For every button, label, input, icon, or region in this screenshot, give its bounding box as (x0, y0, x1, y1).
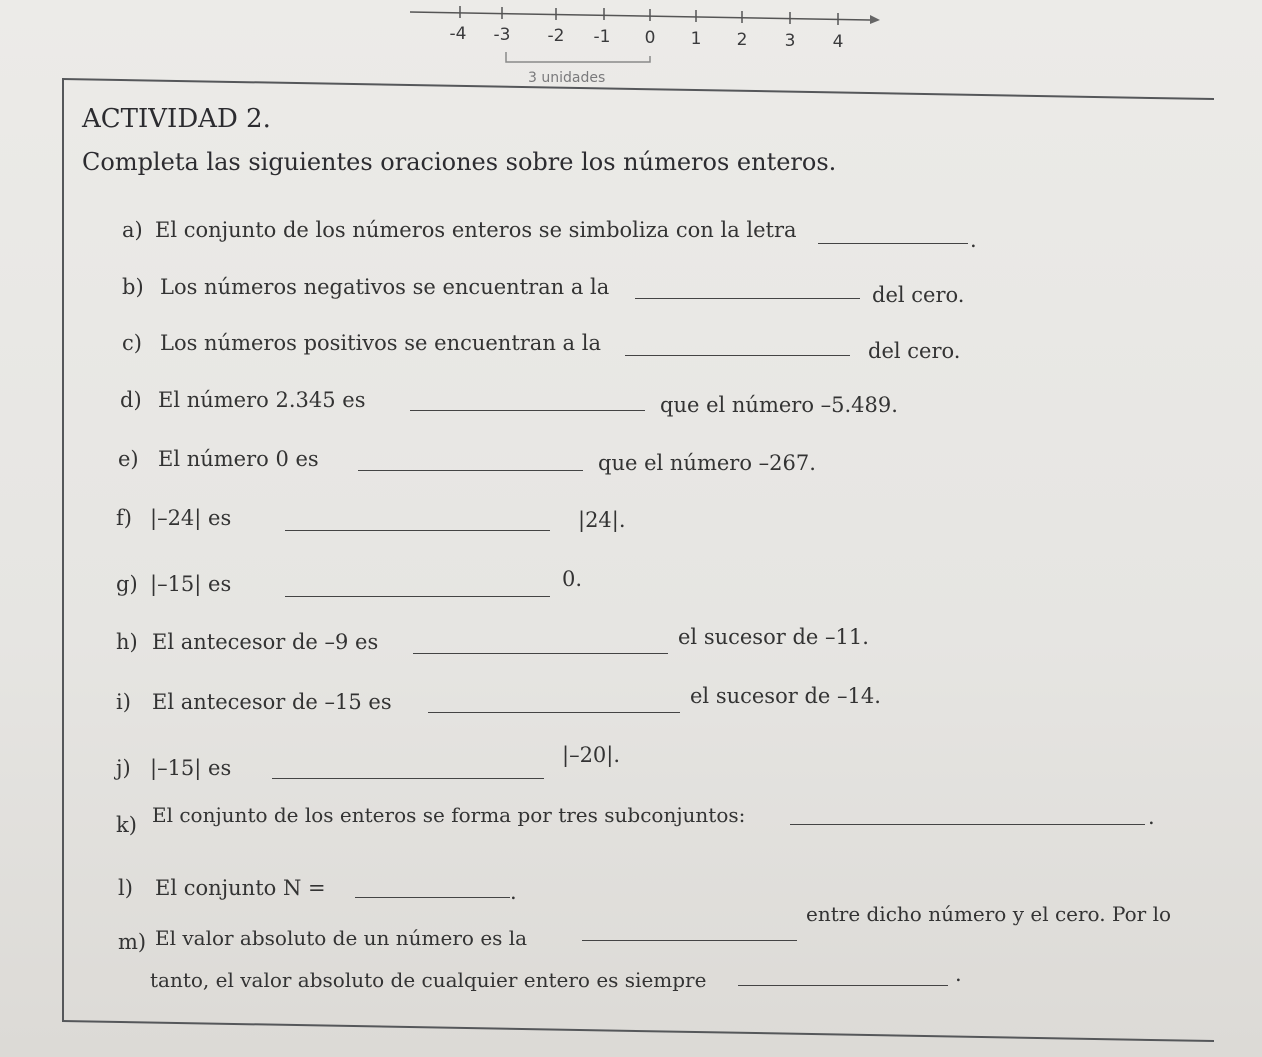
item-c-letter: c) (122, 331, 142, 355)
answer-blank-d[interactable] (410, 410, 645, 411)
number-line-label: 0 (644, 28, 656, 48)
item-g-after: 0. (562, 567, 583, 591)
item-e-letter: e) (118, 447, 139, 471)
item-m-after2: . (955, 962, 962, 986)
number-line-label: -1 (593, 27, 611, 47)
item-m-line2: tanto, el valor absoluto de cualquier entero es siempre (150, 968, 707, 992)
item-h-text: El antecesor de –9 es (152, 630, 379, 654)
item-f-letter: f) (116, 506, 132, 530)
item-k-text: El conjunto de los enteros se forma por tres subconjuntos: (152, 803, 746, 827)
item-h-letter: h) (116, 630, 138, 654)
item-g-letter: g) (116, 572, 138, 596)
item-e-after: que el número –267. (598, 451, 816, 475)
item-g-text: |–15| es (150, 572, 232, 596)
item-l-after: . (510, 880, 517, 904)
item-c-after: del cero. (868, 339, 961, 363)
answer-blank-m1[interactable] (582, 940, 797, 941)
activity-title: ACTIVIDAD 2. (82, 104, 271, 134)
item-a-after: . (970, 228, 977, 252)
item-f-after: |24|. (578, 508, 626, 532)
item-m-letter: m) (118, 930, 147, 954)
item-k-letter: k) (116, 813, 137, 837)
answer-blank-h[interactable] (413, 653, 668, 654)
item-e-text: El número 0 es (158, 447, 319, 471)
item-d-letter: d) (120, 388, 142, 412)
item-j-letter: j) (116, 756, 131, 780)
number-line-label: 2 (736, 30, 748, 50)
number-line-label: 4 (832, 32, 844, 52)
item-j-text: |–15| es (150, 756, 232, 780)
answer-blank-m2[interactable] (738, 985, 948, 986)
item-d-after: que el número –5.489. (660, 393, 898, 417)
item-a-letter: a) (122, 218, 143, 242)
answer-blank-g[interactable] (285, 596, 550, 597)
answer-blank-l[interactable] (355, 897, 510, 898)
number-line-axis (380, 0, 900, 95)
answer-blank-i[interactable] (428, 712, 680, 713)
item-i-text: El antecesor de –15 es (152, 690, 392, 714)
item-j-after: |–20|. (562, 743, 621, 767)
item-h-after: el sucesor de –11. (678, 625, 869, 649)
number-line (380, 0, 900, 95)
number-line-label: -3 (493, 25, 511, 45)
item-c-text: Los números positivos se encuentran a la (160, 331, 601, 355)
item-d-text: El número 2.345 es (158, 388, 366, 412)
item-m-text: El valor absoluto de un número es la (155, 926, 528, 950)
units-caption: 3 unidades (528, 70, 606, 86)
number-line-label: -2 (547, 26, 565, 46)
item-b-letter: b) (122, 275, 144, 299)
answer-blank-e[interactable] (358, 470, 583, 471)
item-i-after: el sucesor de –14. (690, 684, 881, 708)
activity-instruction: Completa las siguientes oraciones sobre los números enteros. (82, 148, 837, 176)
answer-blank-j[interactable] (272, 778, 544, 779)
item-f-text: |–24| es (150, 506, 232, 530)
answer-blank-c[interactable] (625, 355, 850, 356)
answer-blank-a[interactable] (818, 243, 968, 244)
number-line-label: -4 (449, 24, 467, 44)
number-line-label: 1 (690, 29, 702, 49)
item-k-after: . (1148, 805, 1155, 829)
item-b-text: Los números negativos se encuentran a la (160, 275, 610, 299)
item-b-after: del cero. (872, 283, 965, 307)
answer-blank-f[interactable] (285, 530, 550, 531)
answer-blank-k[interactable] (790, 824, 1145, 825)
answer-blank-b[interactable] (635, 298, 860, 299)
item-l-text: El conjunto N = (155, 876, 326, 900)
item-m-after: entre dicho número y el cero. Por lo (806, 902, 1171, 926)
number-line-label: 3 (784, 31, 796, 51)
item-a-text: El conjunto de los números enteros se simboliza con la letra (155, 218, 797, 242)
item-i-letter: i) (116, 690, 131, 714)
item-l-letter: l) (118, 876, 133, 900)
